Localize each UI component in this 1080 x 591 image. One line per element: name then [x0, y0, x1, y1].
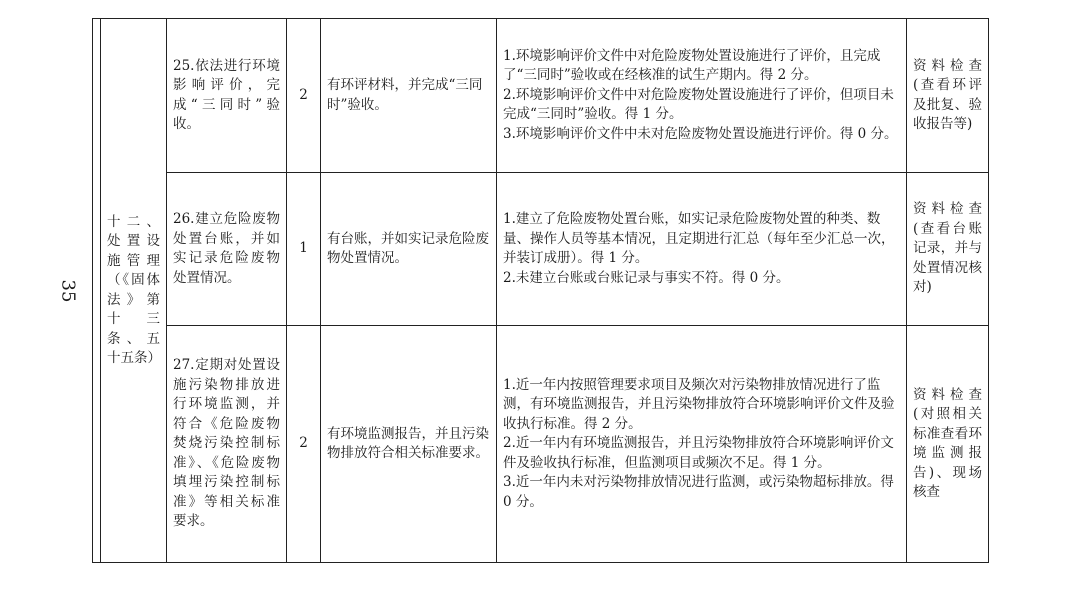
- requirement-cell: 有台账，并如实记录危险废物处置情况。: [321, 173, 497, 326]
- criteria-cell: [497, 19, 907, 173]
- criteria-line: 1.环境影响评价文件中对危险废物处置设施进行了评价，且完成了“三同时”验收或在经核准的试生产期内。得 2 分。: [503, 47, 881, 84]
- score-cell: 1: [287, 173, 321, 326]
- criteria-line: 2.未建立台账或台账记录与事实不符。得 0 分。: [503, 269, 790, 286]
- table-row: [93, 173, 989, 326]
- criteria-line: 3.环境影响评价文件中未对危险废物处置设施进行评价。得 0 分。: [503, 125, 898, 142]
- criteria-line: 1.近一年内按照管理要求项目及频次对污染物排放情况进行了监测，有环境监测报告，并且污染物排放符合环境影响评价文件及验收执行标准。得 2 分。: [503, 376, 895, 432]
- method-cell: 资料检查(查看环评及批复、验收报告等): [907, 19, 989, 173]
- score-cell: 2: [287, 19, 321, 173]
- table-row: [93, 19, 989, 173]
- score-cell: 2: [287, 326, 321, 563]
- item-cell: 27.定期对处置设施污染物排放进行环境监测，并符合《危险废物焚烧污染控制标准》、《危险废物填埋污染控制标准》等相关标准要求。: [167, 326, 287, 563]
- assessment-table: [92, 18, 989, 563]
- item-cell: 25.依法进行环境影响评价，完成“三同时”验收。: [167, 19, 287, 173]
- criteria-cell: [497, 173, 907, 326]
- blank-column: [93, 19, 101, 563]
- item-cell: 26.建立危险废物处置台账，并如实记录危险废物处置情况。: [167, 173, 287, 326]
- page-number: 35: [57, 279, 79, 303]
- category-cell: 十二、处置设施管理（《固体法》第十三条、五十五条）: [101, 19, 167, 563]
- table-row: [93, 326, 989, 563]
- requirement-cell: 有环评材料，并完成“三同时”验收。: [321, 19, 497, 173]
- method-cell: 资料检查(对照相关标准查看环境监测报告)、现场核查: [907, 326, 989, 563]
- criteria-line: 2.环境影响评价文件中对危险废物处置设施进行了评价，但项目未完成“三同时”验收。得 1 分。: [503, 86, 894, 123]
- criteria-line: 1.建立了危险废物处置台账，如实记录危险废物处置的种类、数量、操作人员等基本情况，且定期进行汇总（每年至少汇总一次，并装订成册）。得 1 分。: [503, 211, 895, 266]
- method-cell: 资料检查(查看台账记录，并与处置情况核对): [907, 173, 989, 326]
- criteria-line: 2.近一年内有环境监测报告，并且污染物排放符合环境影响评价文件及验收执行标准，但监测项目或频次不足。得 1 分。: [503, 435, 894, 471]
- criteria-cell: [497, 326, 907, 563]
- criteria-line: 3.近一年内未对污染物排放情况进行监测，或污染物超标排放。得 0 分。: [503, 474, 894, 510]
- requirement-cell: 有环境监测报告，并且污染物排放符合相关标准要求。: [321, 326, 497, 563]
